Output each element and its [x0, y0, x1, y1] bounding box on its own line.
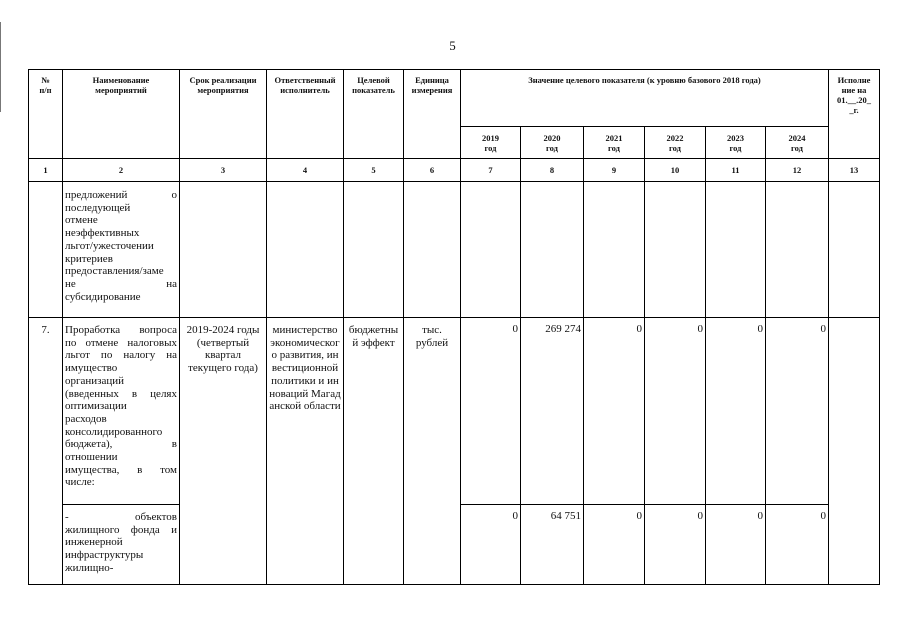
value-2024: 0 — [766, 318, 829, 505]
header-execution: Исполне ние на 01.__.20_ _г. — [829, 70, 880, 159]
column-number: 3 — [180, 159, 267, 182]
column-number: 7 — [461, 159, 521, 182]
value-2020: 269 274 — [521, 318, 584, 505]
text-line: жилищно- — [65, 561, 114, 574]
cell-empty — [267, 182, 344, 318]
table-row-continuation — [29, 182, 880, 318]
column-number: 5 — [344, 159, 404, 182]
text-line: инженерной — [65, 536, 123, 549]
measure-name-continuation — [63, 182, 180, 318]
header-unit: Единица измерения — [404, 70, 461, 159]
text-line: предоставления/заме — [65, 265, 164, 278]
header-responsible: Ответственный исполнитель — [267, 70, 344, 159]
text-line: расходов — [65, 412, 107, 425]
text-line: (введенных в целях — [65, 387, 177, 400]
text-line: критериев — [65, 252, 113, 265]
text-line: оптимизации — [65, 400, 127, 413]
cell-empty — [829, 182, 880, 318]
cell-empty — [645, 182, 706, 318]
cell-empty — [766, 182, 829, 318]
text-line: не на — [65, 277, 177, 290]
table-row-item-7 — [29, 318, 880, 505]
cell-empty — [29, 182, 63, 318]
text-line: отмене — [65, 214, 98, 227]
text-line: льгот по налогу на — [65, 349, 177, 362]
responsible-executor: министерство экономического развития, инвестиционной политики и инноваций Магаданской области — [267, 318, 344, 585]
text-line: отношении — [65, 451, 118, 464]
indicator-table — [28, 69, 880, 585]
cell-empty — [344, 182, 404, 318]
text-line: инфраструктуры — [65, 549, 144, 562]
cell-empty — [404, 182, 461, 318]
left-margin-rule — [0, 22, 1, 112]
header-year-2024: 2024 год — [766, 127, 829, 159]
value-2021: 0 — [584, 505, 645, 585]
row-number: 7. — [29, 318, 63, 585]
page-number: 5 — [449, 38, 456, 53]
value-2020: 64 751 — [521, 505, 584, 585]
value-2022: 0 — [645, 505, 706, 585]
text-line: по отмене налоговых — [65, 336, 177, 349]
header-term: Срок реализации мероприятия — [180, 70, 267, 159]
measure-name — [63, 318, 180, 505]
header-number: № п/п — [29, 70, 63, 159]
target-indicator: бюджетный эффект — [344, 318, 404, 585]
value-2023: 0 — [706, 318, 766, 505]
header-year-2023: 2023 год — [706, 127, 766, 159]
column-number: 6 — [404, 159, 461, 182]
header-year-2019: 2019 год — [461, 127, 521, 159]
value-2019: 0 — [461, 505, 521, 585]
column-number: 8 — [521, 159, 584, 182]
header-year-2021: 2021 год — [584, 127, 645, 159]
text-line: льгот/ужесточении — [65, 239, 154, 252]
execution-cell — [829, 318, 880, 585]
header-target-values: Значение целевого показателя (к уровню базового 2018 года) — [461, 70, 829, 127]
text-line: предложений о — [65, 189, 177, 201]
subitem-name — [63, 505, 180, 585]
column-number: 10 — [645, 159, 706, 182]
header-name: Наименование мероприятий — [63, 70, 180, 159]
cell-empty — [461, 182, 521, 318]
text-line: имущество — [65, 362, 118, 375]
text-line: - объектов — [65, 511, 177, 523]
text-line: имущества, в том — [65, 463, 177, 476]
value-2019: 0 — [461, 318, 521, 505]
column-number: 12 — [766, 159, 829, 182]
cell-empty — [521, 182, 584, 318]
implementation-term: 2019-2024 годы (четвертый квартал текущего года) — [180, 318, 267, 585]
column-number: 1 — [29, 159, 63, 182]
header-year-2020: 2020 год — [521, 127, 584, 159]
cell-empty — [180, 182, 267, 318]
column-number: 2 — [63, 159, 180, 182]
header-indicator: Целевой показатель — [344, 70, 404, 159]
text-line: последующей — [65, 201, 131, 214]
text-line: организаций — [65, 374, 125, 387]
value-2024: 0 — [766, 505, 829, 585]
cell-empty — [584, 182, 645, 318]
text-line: неэффективных — [65, 227, 140, 240]
text-line: субсидирование — [65, 290, 141, 303]
text-line: бюджета), в — [65, 438, 177, 451]
value-2023: 0 — [706, 505, 766, 585]
column-numbers-row — [29, 159, 880, 182]
text-line: числе: — [65, 476, 95, 489]
text-line: жилищного фонда и — [65, 523, 177, 536]
header-year-2022: 2022 год — [645, 127, 706, 159]
unit-of-measure: тыс. рублей — [404, 318, 461, 585]
column-number: 9 — [584, 159, 645, 182]
column-number: 11 — [706, 159, 766, 182]
text-line: Проработка вопроса — [65, 324, 177, 336]
cell-empty — [706, 182, 766, 318]
value-2021: 0 — [584, 318, 645, 505]
value-2022: 0 — [645, 318, 706, 505]
column-number: 4 — [267, 159, 344, 182]
column-number: 13 — [829, 159, 880, 182]
text-line: консолидированного — [65, 425, 163, 438]
